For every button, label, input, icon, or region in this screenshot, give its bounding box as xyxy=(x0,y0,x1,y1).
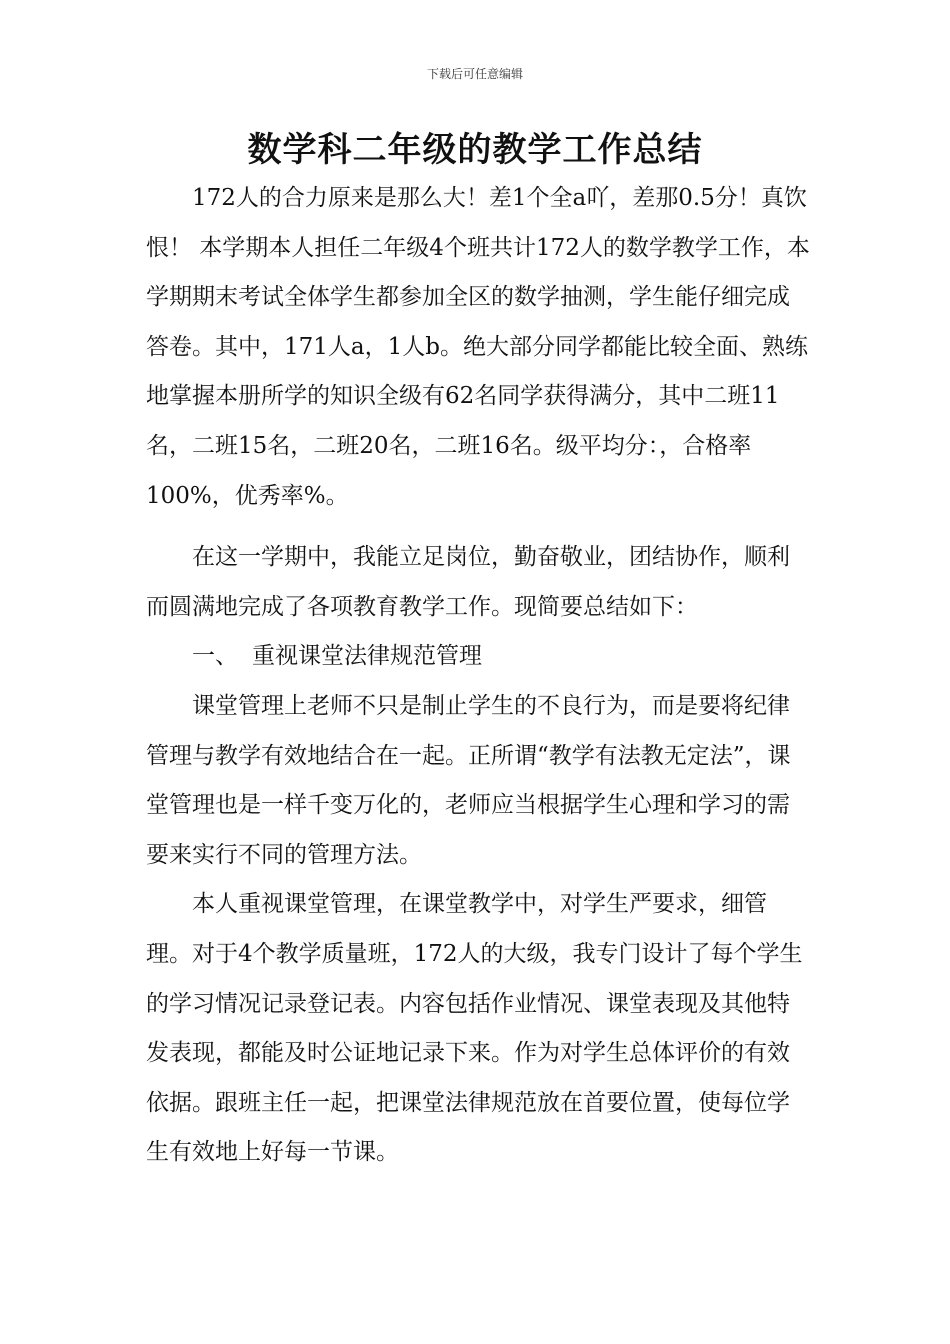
page-header: 下载后可任意编辑 xyxy=(426,67,523,81)
paragraph-management: 本人重视课堂管理，在课堂教学中，对学生严要求，细管理。对于4个教学质量班，172人的大级，我专门设计了每个学生的学习情况记录登记表。内容包括作业情况、课堂表现及其他特发表现，都能及时公证地记录下来。作为对学生总体评价的有效依据。跟班主任一起，把课堂法律规范放在首要位置，使每位学生有效地上好每一节课。 xyxy=(146,891,803,1166)
document-body xyxy=(146,174,810,1178)
section-number: 一、 xyxy=(192,643,238,670)
paragraph-intro: 172人的合力原来是那么大！差1个全a吖，差那0.5分！真饮恨！ 本学期本人担任二年级4个班共计172人的数学教学工作，本学期期末考试全体学生都参加全区的数学抽测，学生能仔细完成答卷。其中，171人a，1人b。绝大部分同学都能比较全面、熟练地掌握本册所学的知识全级有62名同学获得满分，其中二班11名，二班15名，二班20名，二班16名。级平均分：，合格率100%，优秀率%。 xyxy=(146,185,810,509)
section-heading xyxy=(146,632,810,682)
document-title: 数学科二年级的教学工作总结 xyxy=(247,130,703,170)
paragraph-summary: 在这一学期中，我能立足岗位，勤奋敬业，团结协作，顺利而圆满地完成了各项教育教学工作。现简要总结如下： xyxy=(146,544,790,620)
section-title: 重视课堂法律规范管理 xyxy=(252,643,482,670)
paragraph-classroom: 课堂管理上老师不只是制止学生的不良行为，而是要将纪律管理与教学有效地结合在一起。正所谓“教学有法教无定法”，课堂管理也是一样千变万化的，老师应当根据学生心理和学习的需要来实行不同的管理方法。 xyxy=(146,692,791,868)
